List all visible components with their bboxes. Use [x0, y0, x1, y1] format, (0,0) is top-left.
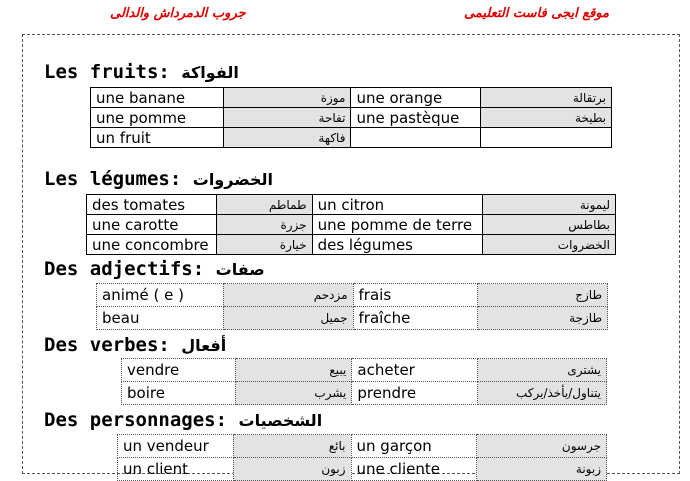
word-ar: طماطم: [216, 195, 312, 215]
vocab-table-adjectifs: [96, 283, 608, 330]
word-ar: [481, 128, 612, 148]
word-fr: beau: [97, 307, 224, 330]
section-title-personnages: [44, 408, 322, 433]
word-ar: بطيخة: [481, 108, 612, 128]
word-ar: طازج: [478, 284, 608, 307]
word-ar: الخضروات: [482, 235, 615, 255]
word-fr: une banane: [91, 88, 224, 108]
section-title-ar: الخضروات: [192, 170, 273, 189]
vocab-table-legumes: [86, 194, 616, 255]
word-ar: تفاحة: [223, 108, 351, 128]
word-fr: un garçon: [351, 435, 477, 458]
section-title-fr: Les fruits:: [44, 61, 170, 83]
table-row: [87, 235, 616, 255]
word-fr: une pomme de terre: [312, 215, 482, 235]
word-fr: frais: [353, 284, 478, 307]
section-title-verbes: [44, 333, 226, 358]
table-row: [87, 215, 616, 235]
word-ar: جرسون: [477, 435, 607, 458]
section-title-ar: صفات: [215, 260, 265, 279]
word-fr: un client: [118, 458, 234, 481]
word-fr: une cliente: [351, 458, 477, 481]
table-row: [122, 359, 607, 382]
word-ar: جميل: [223, 307, 353, 330]
word-ar: بطاطس: [482, 215, 615, 235]
table-row: [91, 88, 612, 108]
word-fr: vendre: [122, 359, 236, 382]
word-ar: يبيع: [235, 359, 352, 382]
word-ar: يتناول/يأخذ/يركب: [478, 382, 607, 405]
section-title-fr: Des personnages:: [44, 409, 228, 431]
vocab-table-personnages: [117, 434, 607, 481]
vocab-table-fruits: [90, 87, 612, 148]
word-fr: une pastèque: [351, 108, 481, 128]
word-fr: prendre: [352, 382, 478, 405]
section-title-fr: Des verbes:: [44, 334, 170, 356]
table-row: [97, 307, 608, 330]
section-title-fr: Des adjectifs:: [44, 258, 205, 280]
word-ar: زبون: [233, 458, 351, 481]
word-fr: une concombre: [87, 235, 217, 255]
word-ar: برتقالة: [481, 88, 612, 108]
word-fr: une orange: [351, 88, 481, 108]
word-fr: animé ( e ): [97, 284, 224, 307]
header-group-title: جروب الدمرداش والدالى: [110, 6, 246, 21]
section-title-fruits: [44, 60, 239, 85]
section-title-legumes: [44, 167, 273, 192]
section-title-ar: الفواكة: [181, 63, 239, 82]
table-row: [118, 458, 607, 481]
word-ar: خيارة: [216, 235, 312, 255]
section-title-ar: أفعال: [181, 336, 227, 355]
word-fr: un citron: [312, 195, 482, 215]
word-fr: des tomates: [87, 195, 217, 215]
word-ar: زبونة: [477, 458, 607, 481]
word-fr: une carotte: [87, 215, 217, 235]
word-fr: une pomme: [91, 108, 224, 128]
table-row: [91, 128, 612, 148]
word-fr: un vendeur: [118, 435, 234, 458]
table-row: [87, 195, 616, 215]
table-row: [97, 284, 608, 307]
word-fr: fraîche: [353, 307, 478, 330]
word-fr: [351, 128, 481, 148]
section-title-ar: الشخصيات: [238, 411, 323, 430]
word-ar: بائع: [233, 435, 351, 458]
header-site-title: موقع ايجى فاست التعليمى: [464, 6, 610, 21]
word-ar: يشرب: [235, 382, 352, 405]
word-ar: يشترى: [478, 359, 607, 382]
table-row: [122, 382, 607, 405]
table-row: [91, 108, 612, 128]
vocab-table-verbes: [121, 358, 607, 405]
section-title-fr: Les légumes:: [44, 168, 182, 190]
word-ar: طازجة: [478, 307, 608, 330]
word-fr: un fruit: [91, 128, 224, 148]
word-ar: فاكهة: [223, 128, 351, 148]
word-ar: مزدحم: [223, 284, 353, 307]
word-fr: acheter: [352, 359, 478, 382]
table-row: [118, 435, 607, 458]
word-fr: des légumes: [312, 235, 482, 255]
word-fr: boire: [122, 382, 236, 405]
word-ar: موزة: [223, 88, 351, 108]
section-title-adjectifs: [44, 257, 265, 282]
word-ar: ليمونة: [482, 195, 615, 215]
word-ar: جزرة: [216, 215, 312, 235]
